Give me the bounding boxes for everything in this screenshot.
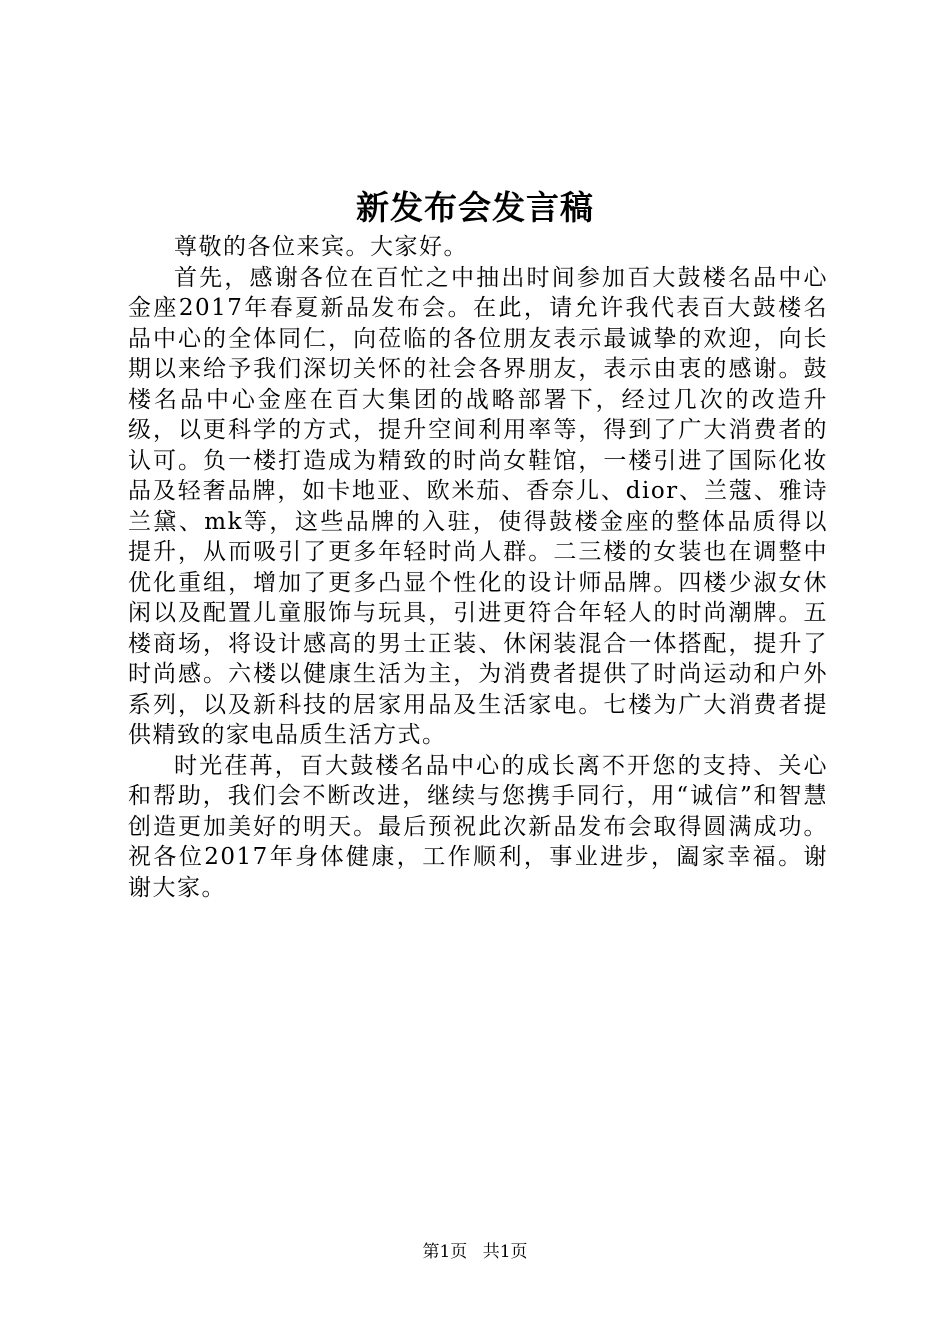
- document-title: 新发布会发言稿: [356, 188, 594, 227]
- page-footer: [0, 1240, 950, 1264]
- paragraph-greeting: 尊敬的各位来宾。大家好。: [174, 234, 468, 260]
- paragraph-closing: 时光荏苒，百大鼓楼名品中心的成长离不开您的支持、关心和帮助，我们会不断改进，继续与您携手同行，用“诚信”和智慧创造更加美好的明天。最后预祝此次新品发布会取得圆满成功。祝各位2017年身体健康，工作顺利，事业进步，阖家幸福。谢谢大家。: [128, 752, 828, 901]
- page-total: 共1页: [482, 1242, 528, 1262]
- page-number: 第1页: [422, 1242, 468, 1262]
- paragraph-main: 首先，感谢各位在百忙之中抽出时间参加百大鼓楼名品中心金座2017年春夏新品发布会。在此，请允许我代表百大鼓楼名品中心的全体同仁，向莅临的各位朋友表示最诚挚的欢迎，向长期以来给予我们深切关怀的社会各界朋友，表示由衷的感谢。鼓楼名品中心金座在百大集团的战略部署下，经过几次的改造升级，以更科学的方式，提升空间利用率等，得到了广大消费者的认可。负一楼打造成为精致的时尚女鞋馆，一楼引进了国际化妆品及轻奢品牌，如卡地亚、欧米茄、香奈儿、dior、兰蔻、雅诗兰黛、mk等，这些品牌的入驻，使得鼓楼金座的整体品质得以提升，从而吸引了更多年轻时尚人群。二三楼的女装也在调整中优化重组，增加了更多凸显个性化的设计师品牌。四楼少淑女休闲以及配置儿童服饰与玩具，引进更符合年轻人的时尚潮牌。五楼商场，将设计感高的男士正装、休闲装混合一体搭配，提升了时尚感。六楼以健康生活为主，为消费者提供了时尚运动和户外系列，以及新科技的居家用品及生活家电。七楼为广大消费者提供精致的家电品质生活方式。: [128, 264, 828, 748]
- document-body: [128, 232, 828, 903]
